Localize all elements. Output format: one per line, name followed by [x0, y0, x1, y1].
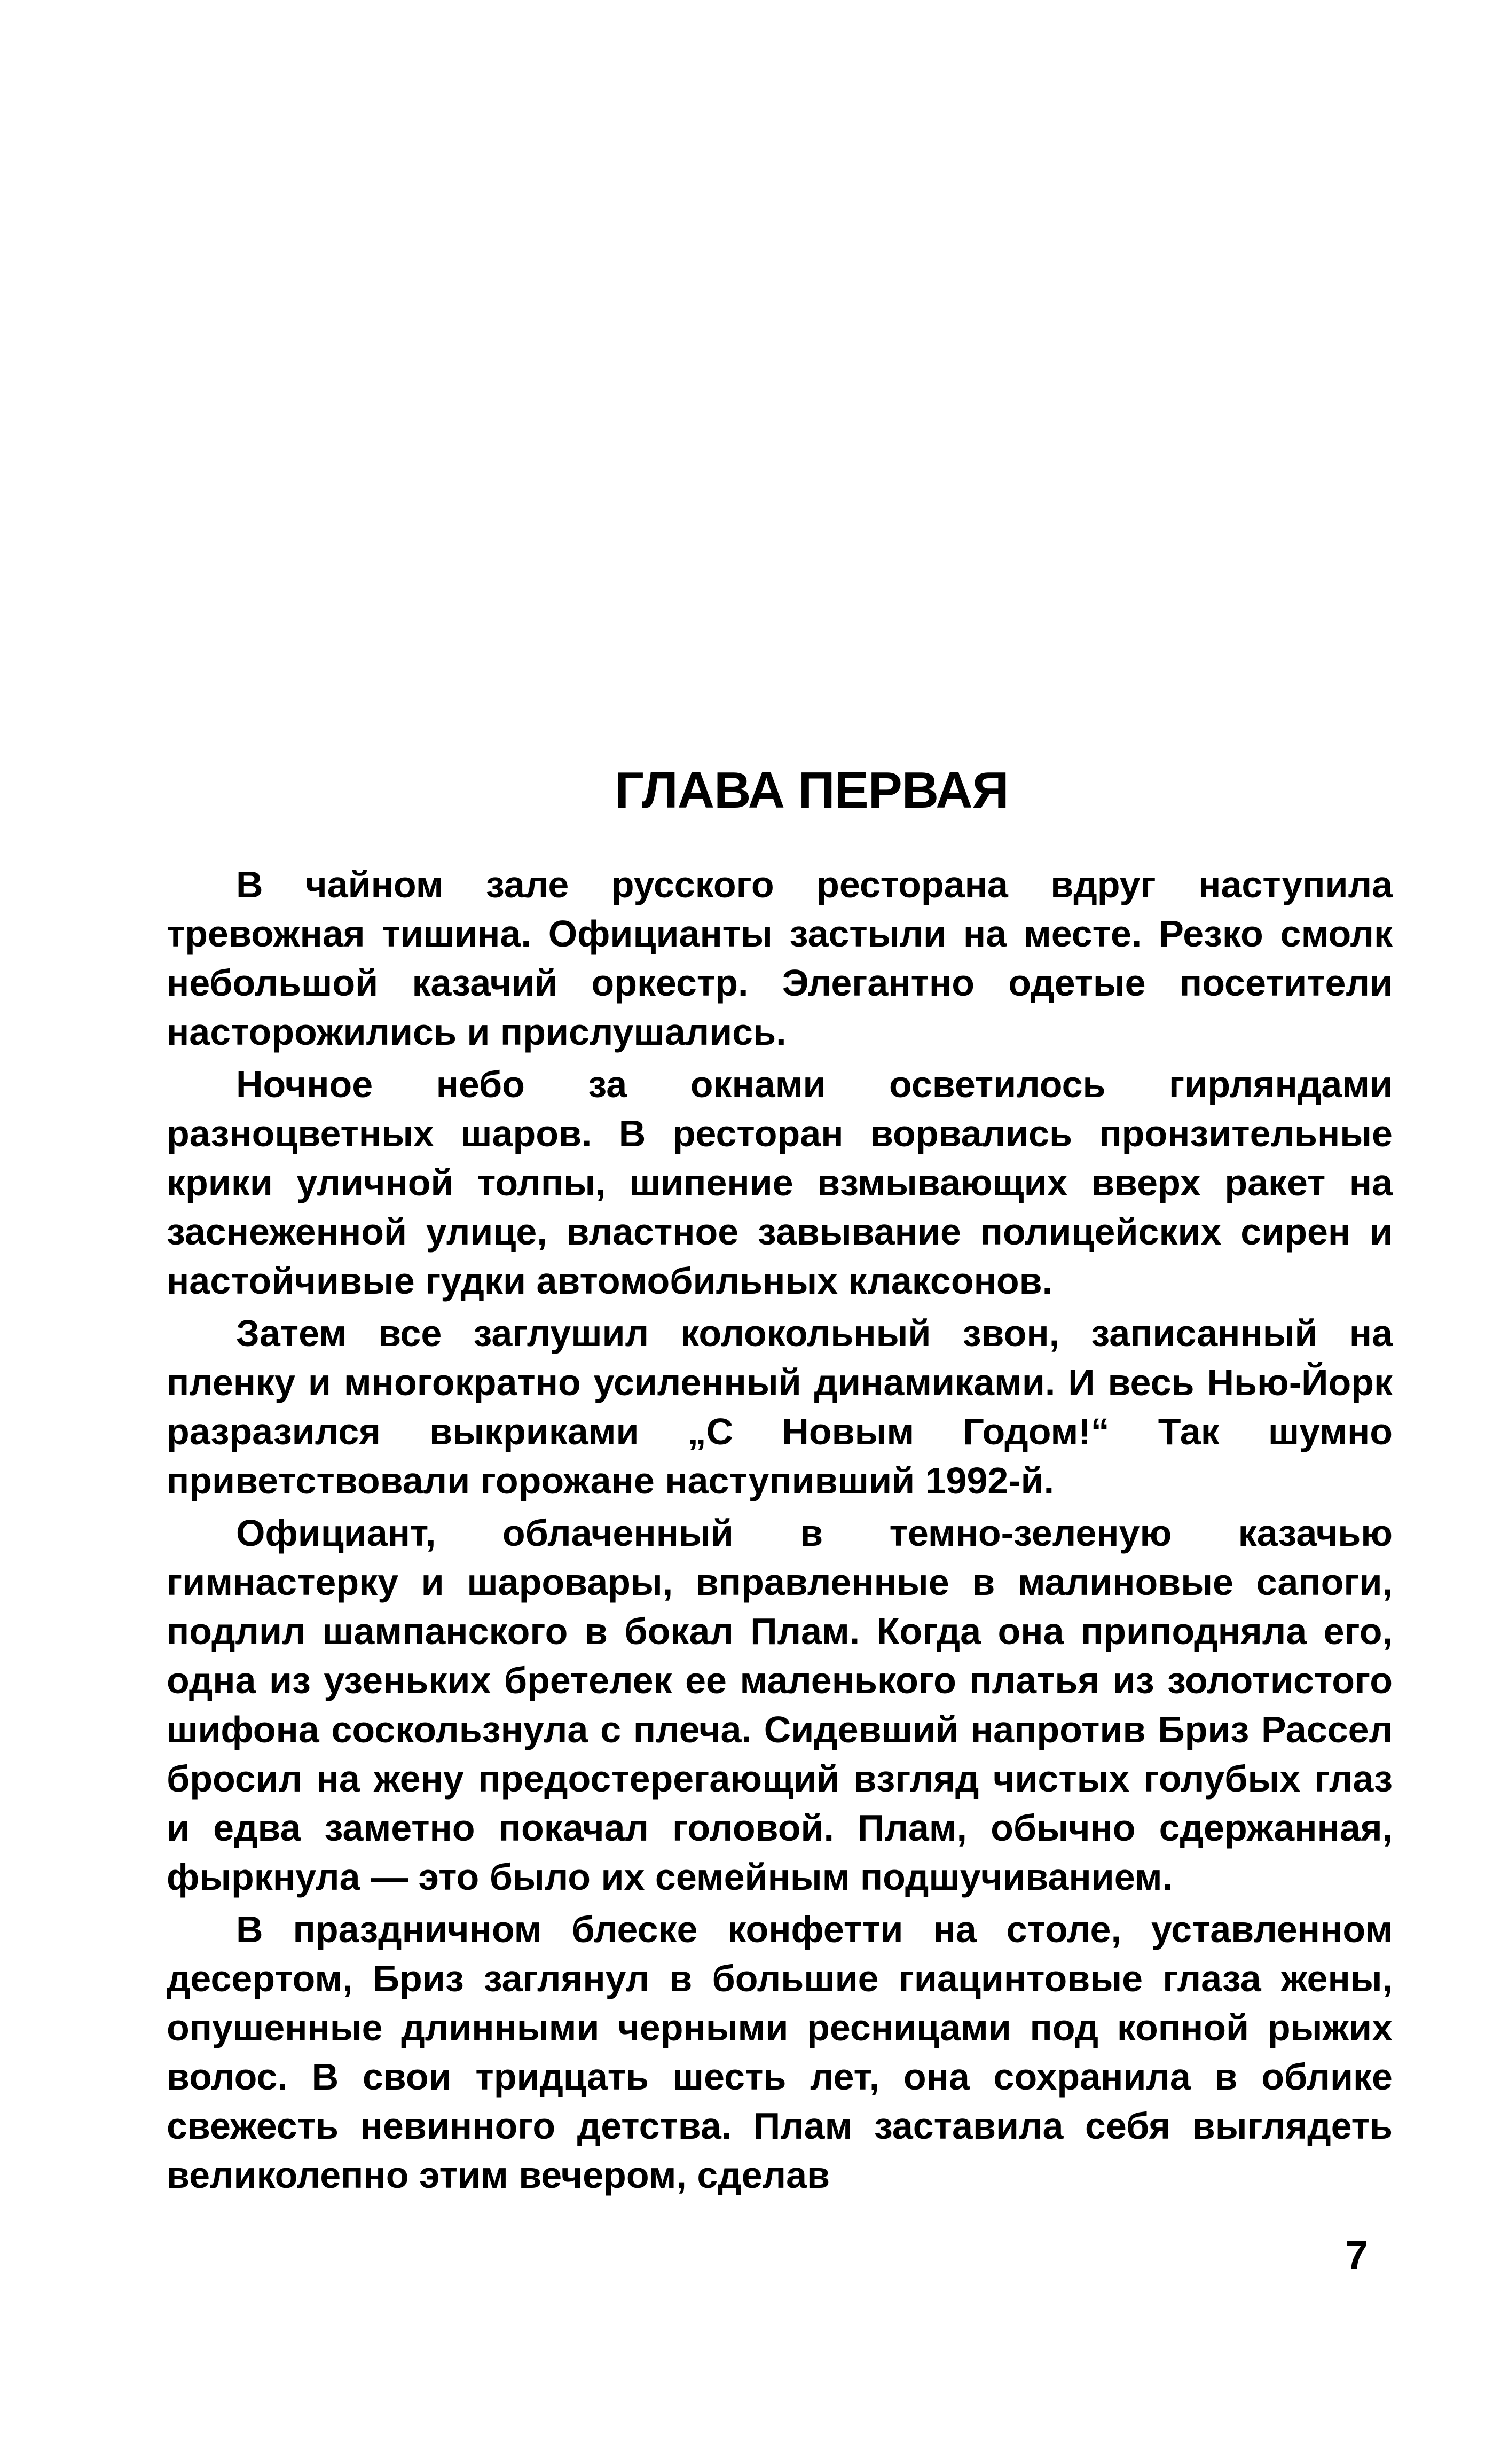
chapter-title: ГЛАВА ПЕРВАЯ [615, 762, 1009, 819]
paragraph-3: Затем все заглушил колокольный звон, записанный на пленку и многократно усиленный динамиками. И весь Нью-Йорк разразился выкриками „С Новым Годом!“ Так шумно приветствовали горожане наступивший 1992-й. [167, 1312, 1393, 1501]
paragraph-1: В чайном зале русского ресторана вдруг наступила тревожная тишина. Официанты застыли на месте. Резко смолк небольшой казачий оркестр. Элегантно одетые посетители насторожились и прислушались. [167, 864, 1393, 1053]
page-number: 7 [1345, 2233, 1368, 2278]
paragraph-5: В праздничном блеске конфетти на столе, уставленном десертом, Бриз заглянул в большие гиацинтовые глаза жены, опушенные длинными черными ресницами под копной рыжих волос. В свои тридцать шесть лет, она сохранила в облике свежесть невинного детства. Плам заставила себя выглядеть великолепно этим вечером, сделав [167, 1908, 1393, 2196]
paragraph-2: Ночное небо за окнами осветилось гирляндами разноцветных шаров. В ресторан ворвались пронзительные крики уличной толпы, шипение взмывающих вверх ракет на заснеженной улице, властное завывание полицейских сирен и настойчивые гудки автомобильных клаксонов. [167, 1063, 1393, 1302]
paragraph-4: Официант, облаченный в темно-зеленую казачью гимнастерку и шаровары, вправленные в малиновые сапоги, подлил шампанского в бокал Плам. Когда она приподняла его, одна из узеньких бретелек ее маленького платья из золотистого шифона соскользнула с плеча. Сидевший напротив Бриз Рассел бросил на жену предостерегающий взгляд чистых голубых глаз и едва заметно покачал головой. Плам, обычно сдержанная, фыркнула — это было их семейным подшучиванием. [167, 1512, 1393, 1898]
page-body [167, 758, 1393, 2203]
